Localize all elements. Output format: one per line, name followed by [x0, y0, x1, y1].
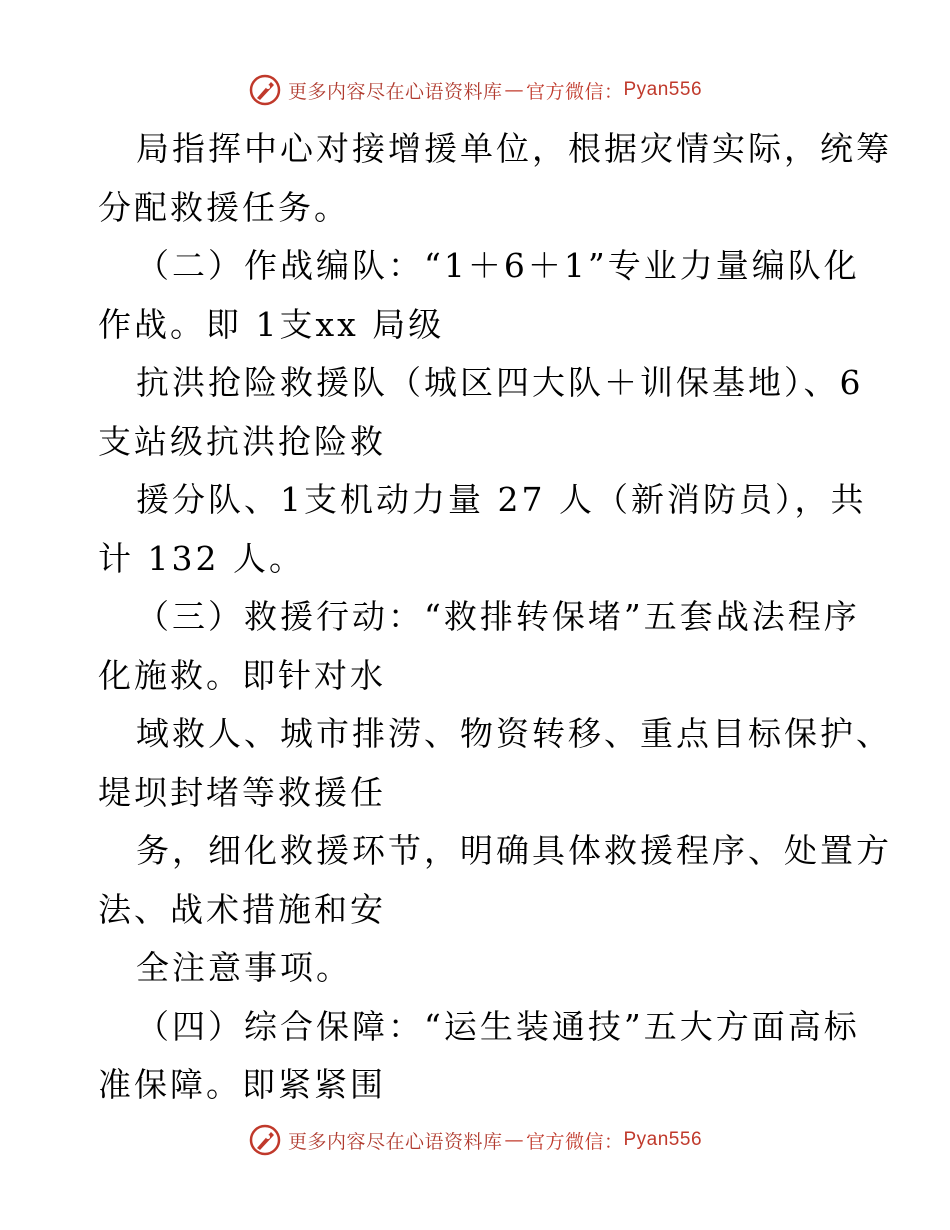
text-line: 局指挥中心对接增援单位，根据灾情实际，统筹 [136, 129, 892, 168]
text-line: 作战。即 1支xx 局级 [98, 304, 445, 344]
banner-wechat-label: 官方微信： [525, 80, 624, 103]
text-line: 域救人、城市排涝、物资转移、重点目标保护、 [136, 714, 892, 753]
text-line: （三）救援行动：“救排转保堵”五套战法程序 [136, 597, 860, 636]
banner-wechat-id: Pyan556 [623, 1129, 703, 1150]
banner-brand-text: 更多内容尽在心语资料库 [287, 80, 503, 103]
banner-separator: — [504, 1129, 524, 1151]
text-line: 堤坝封堵等救援任 [98, 772, 386, 812]
text-line: 计 132 人。 [98, 538, 305, 578]
text-line: 援分队、1支机动力量 27 人（新消防员），共 [136, 480, 867, 519]
text-line: （二）作战编队：“1＋6＋1”专业力量编队化 [136, 246, 860, 285]
header-watermark-banner [0, 70, 950, 110]
text-line: 支站级抗洪抢险救 [98, 421, 386, 461]
text-line: 化施救。即针对水 [98, 655, 386, 695]
text-line: 全注意事项。 [136, 948, 352, 987]
banner-wechat-id: Pyan556 [623, 79, 703, 100]
banner-brand-text: 更多内容尽在心语资料库 [287, 1130, 503, 1153]
text-line: 务，细化救援环节，明确具体救援程序、处置方 [136, 831, 892, 870]
text-line: （四）综合保障：“运生装通技”五大方面高标 [136, 1006, 860, 1046]
footer-watermark-banner [0, 1120, 950, 1160]
text-line: 抗洪抢险救援队（城区四大队＋训保基地）、6 [136, 363, 864, 402]
banner-wechat-label: 官方微信： [525, 1130, 624, 1153]
text-line: 法、战术措施和安 [98, 889, 386, 929]
text-line: 准保障。即紧紧围 [98, 1065, 386, 1104]
pen-nib-logo-icon [248, 1123, 282, 1157]
banner-separator: — [504, 79, 524, 101]
text-line: 分配救援任务。 [98, 187, 350, 227]
pen-nib-logo-icon [248, 73, 282, 107]
document-body [98, 120, 892, 1115]
